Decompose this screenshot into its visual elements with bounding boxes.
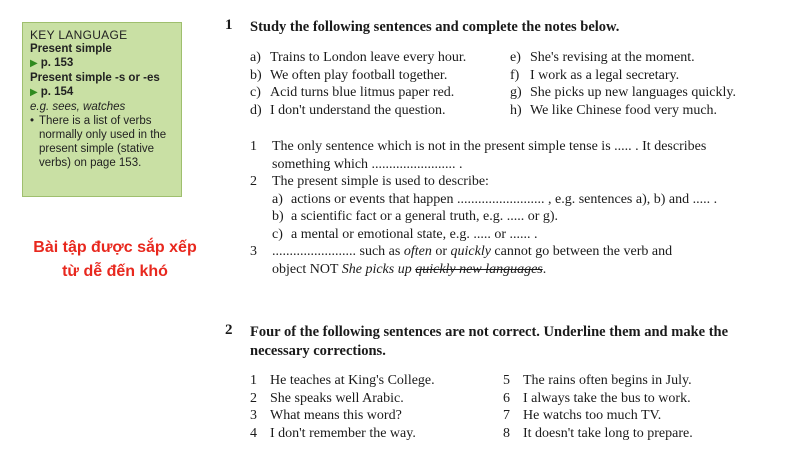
exercise-1-right-list — [510, 49, 736, 119]
ex2-sentence-5: 5 The rains often begins in July. — [503, 373, 692, 388]
page-ref-153[interactable]: p. 153 — [40, 57, 74, 69]
note-2-b: b) a scientific fact or a general truth, e.g. ..... or g). — [272, 209, 559, 224]
note-2: 2 The present simple is used to describe: — [250, 174, 489, 189]
note-3-line-b: object NOT She picks up quickly new languages. — [272, 261, 547, 277]
ex2-sentence-6: 6 I always take the bus to work. — [503, 390, 691, 406]
triangle-arrow-icon: ▶ — [30, 87, 38, 98]
exercise-2-title: Four of the following sentences are not correct. Underline them and make the necessary corrections. — [250, 324, 729, 359]
red-annotation: Bài tập được sắp xếp từ dễ đến khó — [33, 239, 197, 280]
note-2-c: c) a mental or emotional state, e.g. ..... or ...... . — [272, 226, 538, 242]
present-simple-s-heading: Present simple -s or -es — [30, 72, 160, 84]
page-ref-154[interactable]: p. 154 — [40, 86, 74, 98]
struck-text: quickly new languages — [415, 261, 543, 277]
exercise-1-title: Study the following sentences and complete the notes below. — [250, 19, 620, 35]
triangle-arrow-icon: ▶ — [30, 58, 38, 69]
exercise-2-right-list — [503, 372, 693, 442]
exercise-1-left-list — [250, 49, 466, 119]
sentence-f: f) I work as a legal secretary. — [510, 67, 680, 83]
ex2-sentence-3: 3 What means this word? — [250, 408, 402, 423]
note-1-line-b: something which ........................ . — [272, 156, 463, 172]
sentence-h: h) We like Chinese food very much. — [510, 102, 718, 118]
note-2-a: a) actions or events that happen ......................... , e.g. sentences a), b) and ..... . — [272, 191, 718, 207]
ex2-sentence-4: 4 I don't remember the way. — [250, 425, 416, 441]
sentence-d: d) I don't understand the question. — [250, 102, 446, 118]
sentence-a: a) Trains to London leave every hour. — [250, 50, 467, 65]
sentence-g: g) She picks up new languages quickly. — [510, 85, 736, 100]
ex2-sentence-1: 1 He teaches at King's College. — [250, 373, 435, 388]
note-3-line-a: 3 ........................ such as often or quickly cannot go between the verb and — [250, 244, 673, 259]
sentence-e: e) She's revising at the moment. — [510, 50, 695, 65]
sentence-b: b) We often play football together. — [250, 67, 448, 83]
bullet-icon: • — [30, 115, 35, 127]
ex2-sentence-2: 2 She speaks well Arabic. — [250, 390, 404, 406]
key-language-title: KEY LANGUAGE — [30, 28, 128, 42]
present-simple-heading: Present simple — [30, 43, 112, 55]
ex2-sentence-8: 8 It doesn't take long to prepare. — [503, 425, 693, 441]
example-text: e.g. sees, watches — [30, 101, 126, 113]
ex2-sentence-7: 7 He watchs too much TV. — [503, 408, 662, 423]
key-language-box — [22, 22, 182, 197]
exercise-1-notes — [250, 138, 790, 278]
exercise-1-number: 1 — [225, 17, 233, 33]
bullet-note — [30, 114, 174, 170]
exercise-2-left-list — [250, 372, 435, 442]
bullet-text: There is a list of verbs normally only used in the present simple (stative verbs) on page 153. — [39, 115, 167, 169]
ref-line-1 — [30, 56, 174, 71]
exercise-2-number: 2 — [225, 322, 233, 338]
ref-line-2 — [30, 85, 174, 100]
note-1-line-a: 1 The only sentence which is not in the present simple tense is ..... . It describes — [250, 139, 707, 154]
sentence-c: c) Acid turns blue litmus paper red. — [250, 85, 455, 100]
